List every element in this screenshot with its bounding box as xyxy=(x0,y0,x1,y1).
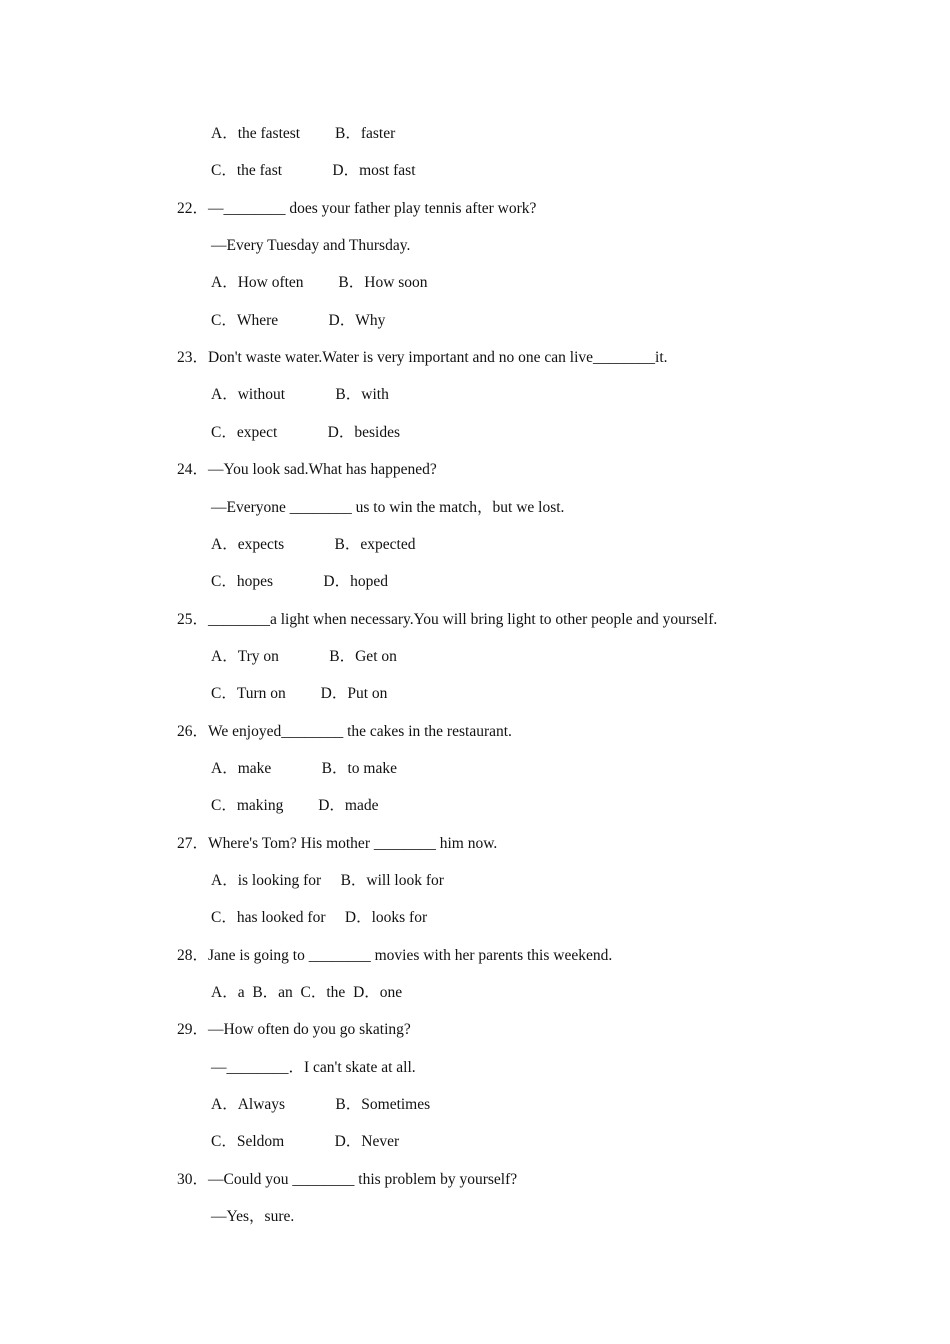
question-line: 22．—________ does your father play tennis after work? xyxy=(177,200,537,217)
answer-line: —Every Tuesday and Thursday. xyxy=(211,237,411,254)
question-line: 24．—You look sad.What has happened? xyxy=(177,461,437,478)
answer-line: C．Where D．Why xyxy=(211,312,386,329)
answer-line: C．hopes D．hoped xyxy=(211,573,388,590)
answer-line: A．is looking for B．will look for xyxy=(211,872,444,889)
answer-line: C．the fast D．most fast xyxy=(211,162,416,179)
answer-line: C．making D．made xyxy=(211,797,379,814)
answer-line: —Yes，sure. xyxy=(211,1208,295,1225)
answer-line: A．Try on B．Get on xyxy=(211,648,397,665)
answer-line: C．expect D．besides xyxy=(211,424,400,441)
answer-line: C．Seldom D．Never xyxy=(211,1133,400,1150)
question-line: 30．—Could you ________ this problem by yourself? xyxy=(177,1171,518,1188)
answer-line: A．the fastest B．faster xyxy=(211,125,396,142)
question-line: 27．Where's Tom? His mother ________ him now. xyxy=(177,835,498,852)
question-line: 28．Jane is going to ________ movies with her parents this weekend. xyxy=(177,947,613,964)
question-line: 25．________a light when necessary.You will bring light to other people and yourself. xyxy=(177,611,718,628)
question-line: 29．—How often do you go skating? xyxy=(177,1021,411,1038)
answer-line: A．Always B．Sometimes xyxy=(211,1096,431,1113)
answer-line: A．a B．an C．the D．one xyxy=(211,984,403,1001)
answer-line: C．has looked for D．looks for xyxy=(211,909,428,926)
question-line: 23．Don't waste water.Water is very important and no one can live________it. xyxy=(177,349,668,366)
answer-line: C．Turn on D．Put on xyxy=(211,685,388,702)
question-line: 26．We enjoyed________ the cakes in the restaurant. xyxy=(177,723,512,740)
answer-line: A．How often B．How soon xyxy=(211,274,428,291)
answer-line: —Everyone ________ us to win the match，but we lost. xyxy=(211,499,565,516)
answer-line: —________．I can't skate at all. xyxy=(211,1059,416,1076)
answer-line: A．expects B．expected xyxy=(211,536,416,553)
answer-line: A．make B．to make xyxy=(211,760,397,777)
answer-line: A．without B．with xyxy=(211,386,389,403)
